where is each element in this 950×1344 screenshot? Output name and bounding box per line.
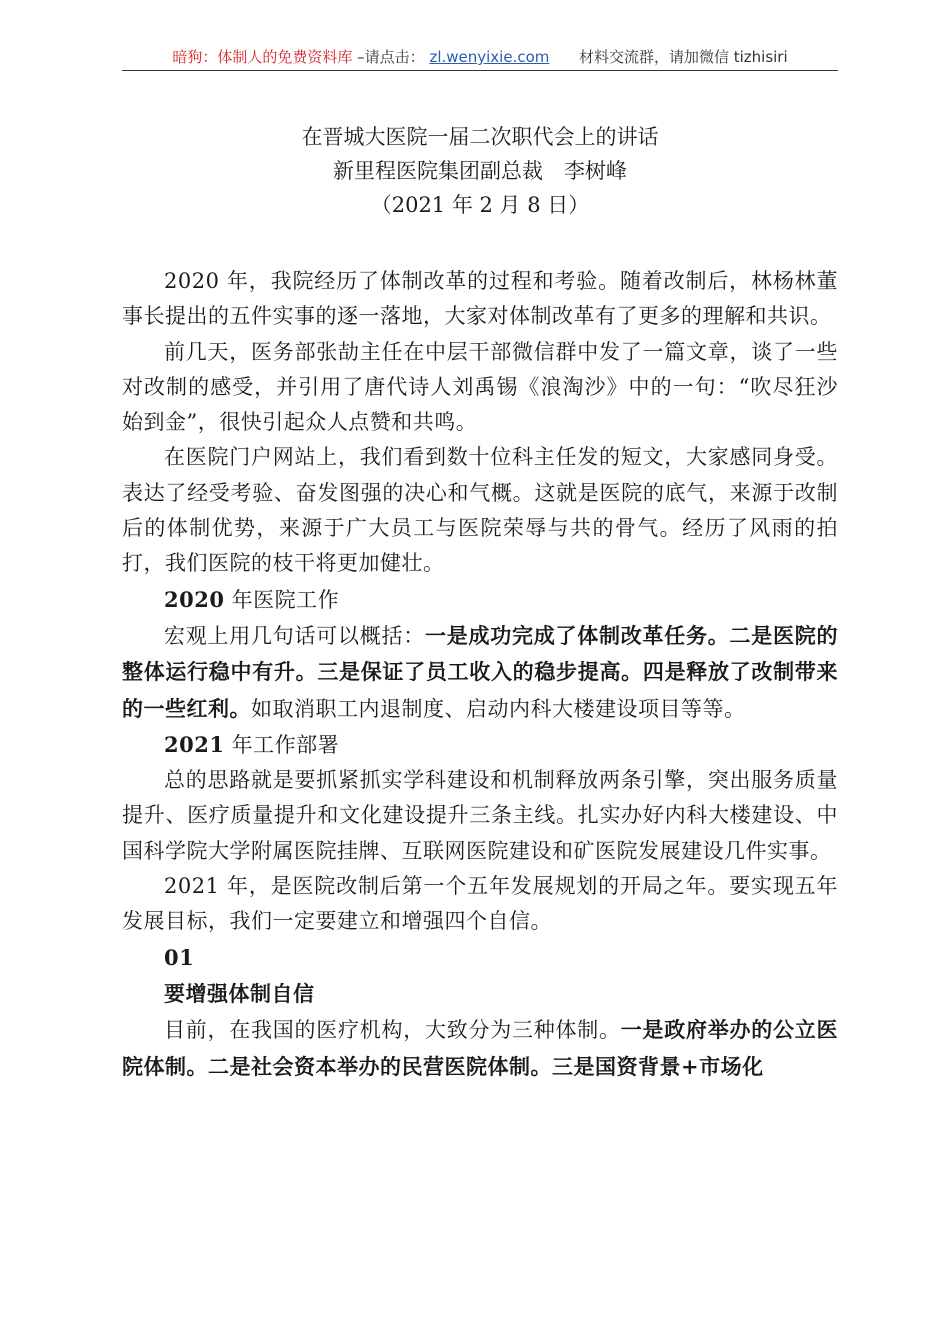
paragraph <box>122 1012 838 1085</box>
header-brand: 暗狗：体制人的免费资料库 <box>172 48 353 66</box>
heading-year: 2020 <box>164 586 225 612</box>
paragraph: 在医院门户网站上，我们看到数十位科主任发的短文，大家感同身受。表达了经受考验、奋发图强的决心和气概。这就是医院的底气，来源于改制后的体制优势，来源于广大员工与医院荣辱与共的骨气。经历了风雨的拍打，我们医院的枝干将更加健壮。 <box>122 445 838 576</box>
paragraph-text: 目前，在我国的医疗机构，大致分为三种体制。 <box>164 1018 621 1043</box>
heading-text: 年医院工作 <box>224 587 340 612</box>
section-heading <box>122 582 838 618</box>
document-title <box>122 120 838 222</box>
paragraph: 前几天，医务部张劼主任在中层干部微信群中发了一篇文章，谈了一些对改制的感受，并引用了唐代诗人刘禹锡《浪淘沙》中的一句：“吹尽狂沙始到金”，很快引起众人点赞和共鸣。 <box>122 339 838 435</box>
section-heading <box>122 976 838 1012</box>
header-note: 材料交流群，请加微信 tizhisiri <box>578 48 788 66</box>
document-body <box>122 264 838 1085</box>
paragraph-text: 如取消职工内退制度、启动内科大楼建设项目等等。 <box>251 696 746 721</box>
page-header <box>122 46 838 71</box>
section-number <box>122 940 838 976</box>
paragraph-bold: 一是成功完成了体制改革任务。二是医院的整体运行稳中有升。三是保证了员工收入的稳步提高。四是释放了改制带来的一些红利。 <box>122 622 838 721</box>
heading-text: 要增强体制自信 <box>164 980 315 1006</box>
date-line: （2021 年 2 月 8 日） <box>370 193 590 217</box>
paragraph-bold: 一是政府举办的公立医院体制。二是社会资本举办的民营医院体制。三是国资背景+市场化 <box>122 1017 838 1079</box>
header-link[interactable]: zl.wenyixie.com <box>429 48 550 66</box>
heading-year: 2021 <box>164 731 225 757</box>
paragraph-text: 宏观上用几句话可以概括： <box>164 623 425 648</box>
title-line: 在晋城大医院一届二次职代会上的讲话 <box>301 125 659 149</box>
header-prompt: –请点击： <box>357 48 425 66</box>
paragraph <box>122 618 838 727</box>
heading-text: 年工作部署 <box>224 732 340 757</box>
number-label: 01 <box>164 944 195 970</box>
paragraph: 总的思路就是要抓紧抓实学科建设和机制释放两条引擎，突出服务质量提升、医疗质量提升和文化建设提升三条主线。扎实办好内科大楼建设、中国科学院大学附属医院挂牌、互联网医院建设和矿医院发展建设几件实事。 <box>122 768 838 863</box>
section-heading <box>122 727 838 763</box>
speaker-line: 新里程医院集团副总裁 李树峰 <box>333 159 627 183</box>
paragraph: 2021 年，是医院改制后第一个五年发展规划的开局之年。要实现五年发展目标，我们一定要建立和增强四个自信。 <box>122 874 838 934</box>
paragraph: 2020 年，我院经历了体制改革的过程和考验。随着改制后，林杨林董事长提出的五件实事的逐一落地，大家对体制改革有了更多的理解和共识。 <box>122 269 838 329</box>
